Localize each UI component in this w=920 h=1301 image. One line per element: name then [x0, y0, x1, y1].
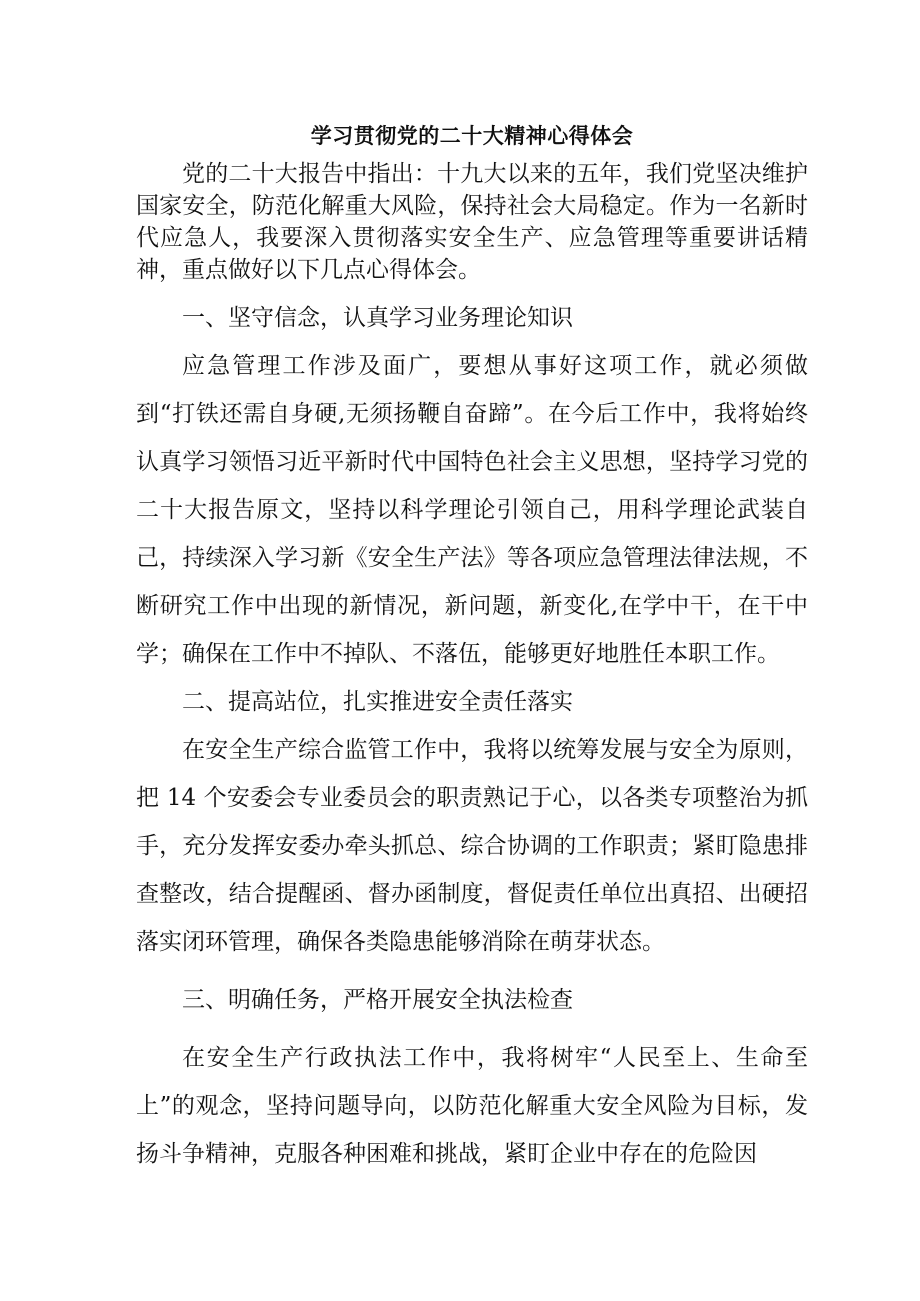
section-2-heading: 二、提高站位，扎实推进安全责任落实 — [182, 689, 573, 715]
intro-paragraph: 党的二十大报告中指出：十九大以来的五年，我们党坚决维护国家安全，防范化解重大风险，保持社会大局稳定。作为一名新时代应急人，我要深入贯彻落实安全生产、应急管理等重要讲话精神，重点做好以下几点心得体会。 — [136, 161, 808, 283]
section-3-heading: 三、明确任务，严格开展安全执法检查 — [182, 987, 573, 1013]
section-3-body: 在安全生产行政执法工作中，我将树牢“人民至上、生命至上”的观念，坚持问题导向，以防范化解重大安全风险为目标，发扬斗争精神，克服各种困难和挑战，紧盯企业中存在的危险因 — [136, 1045, 808, 1167]
section-2-body: 在安全生产综合监管工作中，我将以统筹发展与安全为原则，把 14 个安委会专业委员会的职责熟记于心，以各类专项整治为抓手，充分发挥安委办牵头抓总、综合协调的工作职责；紧盯隐患排查整改，结合提醒函、督办函制度，督促责任单位出真招、出硬招落实闭环管理，确保各类隐患能够消除在萌芽状态。 — [136, 737, 808, 955]
section-1-heading: 一、坚守信念，认真学习业务理论知识 — [182, 305, 573, 331]
document-title: 学习贯彻党的二十大精神心得体会 — [310, 123, 634, 148]
section-1-body: 应急管理工作涉及面广，要想从事好这项工作，就必须做到“打铁还需自身硬,无须扬鞭自奋蹄”。在今后工作中，我将始终认真学习领悟习近平新时代中国特色社会主义思想，坚持学习党的二十大报告原文，坚持以科学理论引领自己，用科学理论武装自己，持续深入学习新《安全生产法》等各项应急管理法律法规，不断研究工作中出现的新情况，新问题，新变化,在学中干，在干中学；确保在工作中不掉队、不落伍，能够更好地胜任本职工作。 — [136, 353, 808, 667]
document-page — [136, 118, 808, 1178]
